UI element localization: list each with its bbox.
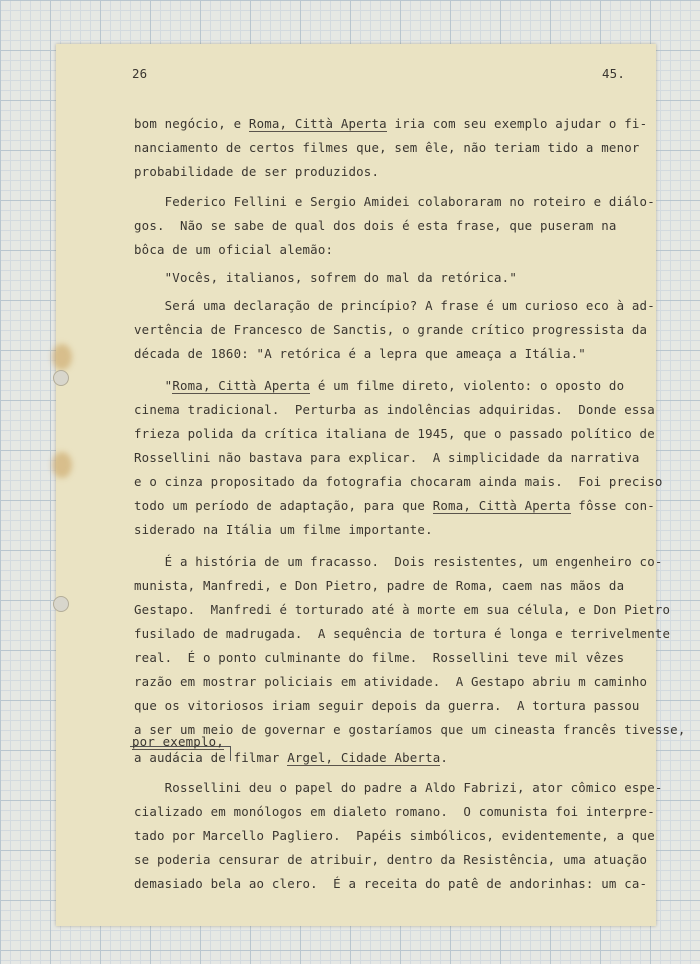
text-line xyxy=(134,698,640,713)
text-line xyxy=(134,116,647,131)
text-run: fôsse con- xyxy=(570,498,655,513)
text-line xyxy=(134,626,670,641)
text-run: é um filme direto, violento: o oposto do xyxy=(310,378,625,393)
text-line xyxy=(134,426,655,441)
text-run: nanciamento de certos filmes que, sem êle, não teriam tido a menor xyxy=(134,140,640,155)
text-line xyxy=(132,734,224,749)
text-line xyxy=(134,780,663,795)
text-run: Federico Fellini e Sergio Amidei colaboraram no roteiro e diálo- xyxy=(134,194,655,209)
text-run: vertência de Francesco de Sanctis, o grande crítico progressista da xyxy=(134,322,648,337)
text-line xyxy=(134,578,624,593)
text-run: iria com seu exemplo ajudar o fi- xyxy=(386,116,648,131)
text-run: todo um período de adaptação, para que xyxy=(134,498,433,513)
text-run: demasiado bela ao clero. É a receita do patê de andorinhas: um ca- xyxy=(134,876,648,891)
typewritten-page xyxy=(56,44,686,926)
text-line xyxy=(134,270,517,285)
text-run: a audácia de filmar xyxy=(134,750,288,765)
text-line xyxy=(134,242,333,257)
text-line xyxy=(134,194,655,209)
text-run: É a história de um fracasso. Dois resistentes, um engenheiro co- xyxy=(134,554,663,569)
text-run: se poderia censurar de atribuir, dentro da Resistência, uma atuação xyxy=(134,852,648,867)
text-run: gos. Não se sabe de qual dos dois é esta frase, que puseram na xyxy=(134,218,617,233)
text-line xyxy=(134,852,647,867)
text-run: que os vitoriosos iriam seguir depois da guerra. A tortura passou xyxy=(134,698,640,713)
text-run: munista, Manfredi, e Don Pietro, padre de Roma, caem nas mãos da xyxy=(134,578,625,593)
text-line xyxy=(134,322,647,337)
text-run: Será uma declaração de princípio? A frase é um curioso eco à ad- xyxy=(134,298,655,313)
text-line xyxy=(134,650,624,665)
text-line xyxy=(134,402,655,417)
text-run: Rossellini não bastava para explicar. A simplicidade da narrativa xyxy=(134,450,640,465)
text-run: razão em mostrar policiais em atividade. A Gestapo abriu m caminho xyxy=(134,674,648,689)
text-line xyxy=(134,828,655,843)
text-line xyxy=(134,140,640,155)
text-run: Gestapo. Manfredi é torturado até à morte em sua célula, e Don Pietro xyxy=(134,602,671,617)
page-number-right: 45. xyxy=(602,66,625,81)
text-run: frieza polida da crítica italiana de 1945, que o passado político de xyxy=(134,426,655,441)
text-line xyxy=(134,602,670,617)
text-run: cializado em monólogos em dialeto romano. O comunista foi interpre- xyxy=(134,804,655,819)
paper-stain xyxy=(52,344,72,370)
text-run: bôca de um oficial alemão: xyxy=(134,242,334,257)
text-run: siderado na Itália um filme importante. xyxy=(134,522,433,537)
page-number-left: 26 xyxy=(132,66,148,81)
text-line xyxy=(134,674,647,689)
punch-hole xyxy=(53,596,69,612)
text-line xyxy=(134,218,617,233)
text-line xyxy=(134,522,433,537)
text-line xyxy=(134,450,640,465)
paper-stain xyxy=(52,452,72,478)
text-run: fusilado de madrugada. A sequência de tortura é longa e terrivelmente xyxy=(134,626,671,641)
text-run: probabilidade de ser produzidos. xyxy=(134,164,380,179)
underlined-title: Roma, Città Aperta xyxy=(432,498,571,513)
text-run: Rossellini deu o papel do padre a Aldo Fabrizi, ator cômico espe- xyxy=(134,780,663,795)
text-run: cinema tradicional. Perturba as indolências adquiridas. Donde essa xyxy=(134,402,655,417)
text-run: tado por Marcello Pagliero. Papéis simbólicos, evidentemente, a que xyxy=(134,828,655,843)
punch-hole xyxy=(53,370,69,386)
text-run: "Vocês, italianos, sofrem do mal da retórica." xyxy=(134,270,517,285)
text-run: . xyxy=(440,750,449,765)
text-line xyxy=(134,804,655,819)
text-line xyxy=(134,474,663,489)
underlined-title: por exemplo, xyxy=(132,734,224,749)
text-run: e o cinza propositado da fotografia chocaram ainda mais. Foi preciso xyxy=(134,474,663,489)
underlined-title: Roma, Città Aperta xyxy=(248,116,387,131)
text-line xyxy=(134,498,655,513)
text-line xyxy=(134,554,663,569)
underlined-title: Argel, Cidade Aberta xyxy=(287,750,441,765)
text-line xyxy=(134,164,379,179)
text-run: bom negócio, e xyxy=(134,116,249,131)
text-line xyxy=(134,346,586,361)
underlined-title: Roma, Città Aperta xyxy=(172,378,311,393)
text-run: década de 1860: "A retórica é a lepra que ameaça a Itália." xyxy=(134,346,586,361)
text-line xyxy=(134,876,647,891)
text-line xyxy=(134,750,448,765)
text-line xyxy=(134,378,624,393)
text-run: " xyxy=(134,378,173,393)
text-run: real. É o ponto culminante do filme. Rossellini teve mil vêzes xyxy=(134,650,625,665)
text-line xyxy=(134,298,655,313)
text-run: a ser um meio de governar e gostaríamos que um cineasta francês tivesse, xyxy=(134,722,686,737)
